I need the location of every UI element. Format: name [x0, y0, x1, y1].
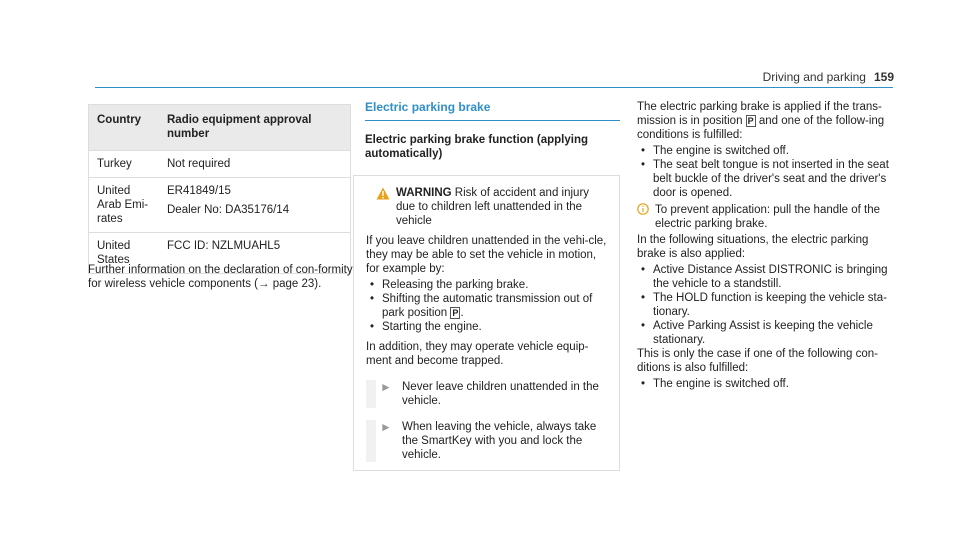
park-position-symbol: P: [747, 116, 754, 126]
extra-conditions-list: [637, 377, 899, 391]
header-rule: [95, 87, 893, 88]
page-header: [763, 70, 894, 84]
conditions-list: [637, 144, 899, 200]
table-cell-approval: [161, 178, 350, 232]
park-position-symbol: P: [452, 308, 459, 318]
warning-box: [353, 175, 620, 471]
condition-paragraph: This is only the case if one of the following con-ditions is also fulfilled:: [637, 348, 878, 374]
list-item: [366, 292, 609, 320]
warning-intro: If you leave children unattended in the vehi-cle, they may be able to set the vehicle in motion, for example by:: [366, 235, 607, 275]
table-cell-approval: [161, 151, 350, 177]
list-item-end: .: [460, 307, 464, 319]
warning-triangle-icon: [376, 186, 396, 228]
warning-header: [366, 186, 609, 228]
instruction-step: [366, 380, 609, 408]
list-item: • The HOLD function is keeping the vehicle sta-tionary.: [637, 291, 899, 319]
radio-approval-table: [88, 104, 351, 274]
info-note: [637, 203, 899, 231]
list-item: • The seat belt tongue is not inserted in the seat belt buckle of the driver's seat and the driver's door is opened.: [637, 158, 899, 200]
approval-value: Dealer No: DA35176/14: [167, 204, 290, 216]
warning-outro: In addition, they may operate vehicle equip-ment and become trapped.: [366, 341, 589, 367]
warning-list: [366, 278, 609, 334]
step-text: When leaving the vehicle, always take the SmartKey with you and lock the vehicle.: [402, 421, 597, 461]
intro-text-end: and one of the follow-ing conditions is fulfilled:: [637, 115, 885, 141]
list-item: • The engine is switched off.: [637, 144, 899, 158]
list-item-text: Shifting the automatic transmission out of park position: [382, 293, 593, 319]
approval-value: FCC ID: NZLMUAHL5: [167, 240, 281, 252]
table-cell-country: United States: [97, 240, 131, 266]
step-text: Never leave children unattended in the vehicle.: [402, 381, 599, 407]
table-header-country: Country: [97, 114, 142, 126]
table-row: [89, 177, 350, 232]
approval-value: ER41849/15: [167, 185, 231, 197]
list-item: • Releasing the parking brake.: [366, 278, 609, 292]
subsection-title: Electric parking brake function (applying automatically): [365, 134, 589, 160]
step-bar: [366, 420, 376, 462]
table-cell-country: United Arab Emi-rates: [97, 185, 149, 225]
situations-paragraph: In the following situations, the electric parking brake is also applied:: [637, 234, 869, 260]
situations-list: [637, 263, 899, 347]
declaration-note: Further information on the declaration of con-formity for wireless vehicle components (→ page 23).: [88, 264, 353, 290]
list-item: • The engine is switched off.: [637, 377, 899, 391]
instruction-step: [366, 420, 609, 462]
page-number: 159: [873, 70, 894, 84]
intro-paragraph: [637, 100, 899, 142]
list-item: • Starting the engine.: [366, 320, 609, 334]
table-header-approval: Radio equipment approval number: [167, 114, 312, 140]
step-bar: [366, 380, 376, 408]
table-row: [89, 150, 350, 177]
parking-brake-conditions: [637, 100, 899, 391]
approval-value: Not required: [167, 158, 231, 170]
info-text: To prevent application: pull the handle of the electric parking brake.: [655, 204, 881, 230]
table-header-row: [89, 105, 350, 150]
list-item: • Active Distance Assist DISTRONIC is bringing the vehicle to a standstill.: [637, 263, 899, 291]
info-circle-icon: [637, 203, 655, 231]
table-cell-country: Turkey: [97, 158, 132, 170]
list-item: • Active Parking Assist is keeping the vehicle stationary.: [637, 319, 899, 347]
intro-text: The electric parking brake is applied if the trans-mission is in position: [637, 101, 882, 127]
section-name: Driving and parking: [762, 70, 866, 84]
warning-text: Risk of accident and injury due to children left unattended in the vehicle: [396, 187, 590, 227]
arrow-right-icon: ►: [380, 380, 392, 394]
electric-parking-brake-section: [365, 100, 620, 471]
arrow-right-icon: ►: [380, 420, 392, 434]
warning-label: WARNING: [396, 187, 452, 199]
section-title: Electric parking brake: [365, 100, 620, 121]
